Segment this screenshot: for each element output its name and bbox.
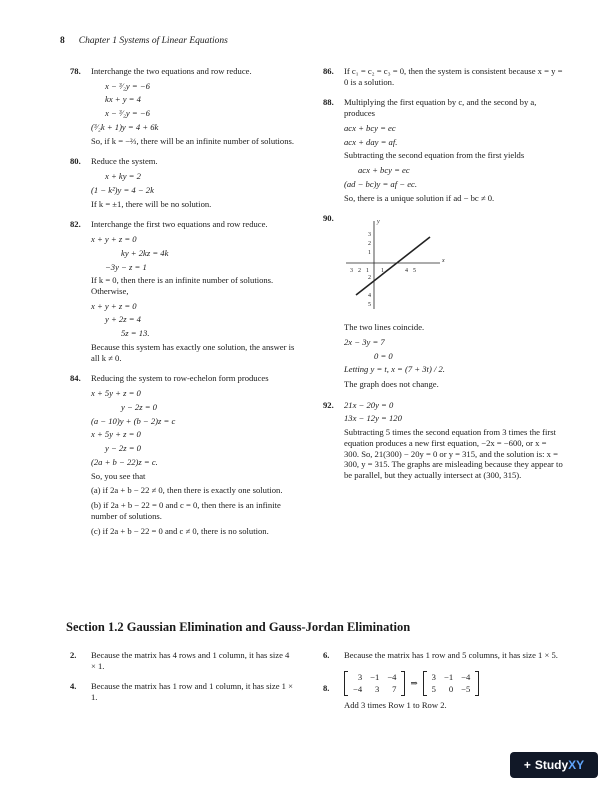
problem-conclusion: Because this system has exactly one solution, the answer is all k ≠ 0. <box>91 341 295 363</box>
problem-2 <box>70 650 295 671</box>
problem-4 <box>70 681 295 702</box>
equation: 0 = 0 <box>374 350 393 361</box>
page-header <box>60 36 228 46</box>
problem-number: 90. <box>323 213 334 224</box>
section-left-column <box>70 650 295 713</box>
equation: acx + day = af. <box>344 136 398 147</box>
matrix-cell: 7 <box>392 684 397 695</box>
page-number: 8 <box>60 36 65 46</box>
problem-88 <box>323 97 563 203</box>
problem-text: If c₁ = c₂ = c₃ = 0, then the system is consistent because x = y = 0 is a solution. <box>344 66 563 87</box>
problem-text: So, you see that <box>91 470 146 481</box>
problem-number: 88. <box>323 97 334 108</box>
x-tick-label: 2 <box>358 268 361 275</box>
problem-86 <box>323 66 563 87</box>
equation: x + ky = 2 <box>105 171 141 182</box>
equation: (ad − bc)y = af − ec. <box>344 178 417 189</box>
equation: 21x − 20y = 0 <box>344 399 394 410</box>
logo-text-accent: XY <box>568 758 585 772</box>
equation: y − 2z = 0 <box>121 401 157 412</box>
chapter-title: Chapter 1 Systems of Linear Equations <box>78 36 228 46</box>
line-graph <box>344 217 444 313</box>
equation: x + y + z = 0 <box>91 300 137 311</box>
problem-92 <box>323 400 563 481</box>
problem-number: 2. <box>70 650 77 660</box>
implies-arrow: ⇒ <box>410 678 418 689</box>
matrix-cell: −1 <box>443 671 454 682</box>
logo-text: Study <box>534 758 569 772</box>
matrix-cell: −5 <box>461 684 471 695</box>
problem-conclusion: If k = ±1, there will be no solution. <box>91 198 212 209</box>
matrix-cell: 3 <box>431 671 436 682</box>
equation: (a − 10)y + (b − 2)z = c <box>91 415 176 426</box>
matrix-reduced <box>423 671 480 696</box>
equation: x + 5y + z = 0 <box>91 429 141 440</box>
problem-text: Subtracting the second equation from the first yields <box>344 150 525 161</box>
problem-number: 8. <box>323 682 330 693</box>
section-right-column <box>323 650 563 721</box>
problem-text: Multiplying the first equation by c, and the second by a, produces <box>344 97 537 119</box>
equation: x − ³⁄₂y = −6 <box>105 80 150 91</box>
problem-conclusion: The graph does not change. <box>344 379 439 390</box>
matrix-cell: −4 <box>461 671 471 682</box>
equation: acx + bcy = ec <box>344 122 396 133</box>
problem-text: Because the matrix has 1 row and 1 column, it has size 1 × 1. <box>91 681 293 703</box>
problem-number: 92. <box>323 399 334 410</box>
problem-80 <box>70 156 305 209</box>
x-tick-label: 1 <box>366 268 369 275</box>
equation: x + y + z = 0 <box>91 234 137 245</box>
problem-text: The two lines coincide. <box>344 322 425 333</box>
equation: acx + bcy = ec <box>358 165 410 176</box>
equation: 5z = 13. <box>121 328 150 339</box>
problem-text: Because the matrix has 4 rows and 1 column, it has size 4 × 1. <box>91 650 290 671</box>
equation: 13x − 12y = 120 <box>344 413 402 424</box>
problem-conclusion: So, there is a unique solution if ad − bc ≠ 0. <box>344 192 495 203</box>
problem-number: 86. <box>323 66 334 76</box>
y-tick-label: 3 <box>368 232 371 239</box>
problem-number: 80. <box>70 156 81 167</box>
equation: 2x − 3y = 7 <box>344 336 385 347</box>
x-tick-label: 3 <box>350 268 353 275</box>
problem-text: Reducing the system to row-echelon form produces <box>91 373 269 384</box>
problem-number: 78. <box>70 66 81 76</box>
case-b: (b) if 2a + b − 22 = 0 and c = 0, then there is an infinite number of solutions. <box>91 500 281 521</box>
equation: kx + y = 4 <box>105 94 141 105</box>
problem-6 <box>323 650 563 661</box>
y-tick-label: 2 <box>368 241 371 248</box>
section-title: Section 1.2 Gaussian Elimination and Gauss-Jordan Elimination <box>66 620 411 634</box>
problem-90 <box>323 213 563 389</box>
problem-conclusion: So, if k = −⅔, there will be an infinite number of solutions. <box>91 135 295 146</box>
x-tick-label: 5 <box>413 268 416 275</box>
equation: (³⁄₂k + 1)y = 4 + 6k <box>91 121 159 132</box>
matrix-cell: 3 <box>375 684 380 695</box>
y-axis-label: y <box>377 219 380 226</box>
y-tick-label: 4 <box>368 293 371 300</box>
equation: ky + 2kz = 4k <box>121 247 169 258</box>
left-column <box>70 66 305 546</box>
problem-number: 4. <box>70 681 77 692</box>
problem-text: Letting y = t, x = (7 + 3t) / 2. <box>344 364 445 375</box>
equation: x − ³⁄₂y = −6 <box>105 108 150 119</box>
studyxy-logo[interactable] <box>510 752 598 778</box>
x-axis-label: x <box>442 258 445 265</box>
matrix-cell: −4 <box>353 684 363 695</box>
problem-8 <box>323 671 563 711</box>
case-c: (c) if 2a + b − 22 = 0 and c ≠ 0, there is no solution. <box>91 525 269 536</box>
equation: x + 5y + z = 0 <box>91 388 141 399</box>
problem-text: If k = 0, then there is an infinite number of solutions. Otherwise, <box>91 275 274 297</box>
x-tick-label: 4 <box>405 268 408 275</box>
problem-78 <box>70 66 305 146</box>
equation: −3y − z = 1 <box>105 261 147 272</box>
problem-84 <box>70 373 305 536</box>
equation: y + 2z = 4 <box>105 314 141 325</box>
y-tick-label: 1 <box>368 250 371 257</box>
matrix-cell: 3 <box>357 671 363 682</box>
problem-text: Add 3 times Row 1 to Row 2. <box>344 700 447 711</box>
matrix-cell: 0 <box>448 684 454 695</box>
problem-text: Because the matrix has 1 row and 5 columns, it has size 1 × 5. <box>344 650 558 660</box>
equation: y − 2z = 0 <box>105 443 141 454</box>
problem-text: Interchange the first two equations and row reduce. <box>91 219 268 230</box>
problem-82 <box>70 219 305 363</box>
matrix-cell: −1 <box>370 671 380 682</box>
y-tick-label: 2 <box>368 275 371 282</box>
case-a: (a) if 2a + b − 22 ≠ 0, then there is exactly one solution. <box>91 485 283 496</box>
matrix-cell: −4 <box>387 671 397 682</box>
problem-text: Interchange the two equations and row reduce. <box>91 66 252 76</box>
right-column <box>323 66 563 491</box>
matrix-row-reduction <box>344 671 563 696</box>
x-tick-label: 1 <box>381 268 384 275</box>
equation: (1 − k²)y = 4 − 2k <box>91 184 154 195</box>
problem-number: 82. <box>70 219 81 230</box>
problem-number: 6. <box>323 650 330 660</box>
problem-text: Reduce the system. <box>91 156 158 167</box>
problem-text: Subtracting 5 times the second equation from 3 times the first equation produces a new first equation, −2x = −600, or x = 300. So, 21(300) − 20y = 0 or y = 315, and the solution is: x = 300, y = 315. The graphs are misleading because they appear to be parallel, but they actually intersect at (300, 315). <box>344 427 563 481</box>
y-tick-label: 5 <box>368 302 371 309</box>
matrix-original <box>344 671 405 696</box>
matrix-cell: 5 <box>431 684 436 695</box>
plus-icon: + <box>523 758 531 772</box>
problem-number: 84. <box>70 373 81 384</box>
equation: (2a + b − 22)z = c. <box>91 456 158 467</box>
